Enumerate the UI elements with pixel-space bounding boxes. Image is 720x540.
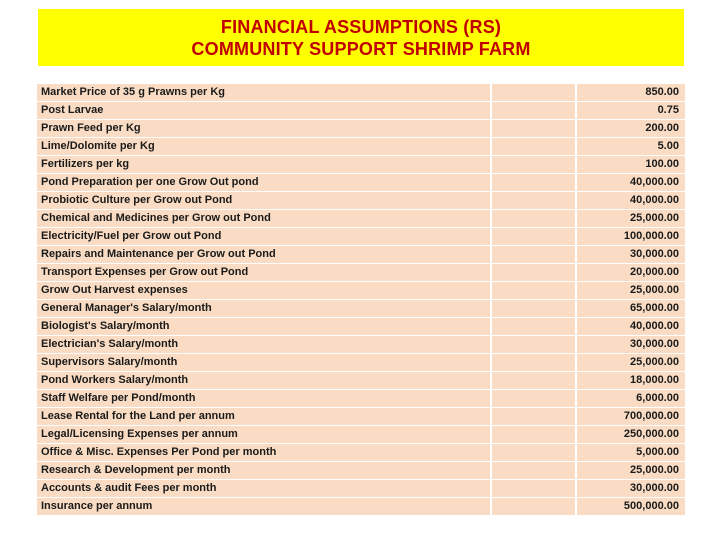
empty-cell xyxy=(492,318,576,335)
empty-cell xyxy=(492,192,576,209)
item-label: Chemical and Medicines per Grow out Pond xyxy=(37,210,490,227)
item-value: 25,000.00 xyxy=(577,210,685,227)
item-value: 30,000.00 xyxy=(577,336,685,353)
empty-cell xyxy=(492,84,576,101)
empty-cell xyxy=(492,228,576,245)
item-label: Office & Misc. Expenses Per Pond per month xyxy=(37,444,490,461)
item-label: Biologist's Salary/month xyxy=(37,318,490,335)
empty-cell xyxy=(492,408,576,425)
item-value: 850.00 xyxy=(577,84,685,101)
empty-cell xyxy=(492,498,576,515)
item-value: 18,000.00 xyxy=(577,372,685,389)
item-value: 5.00 xyxy=(577,138,685,155)
item-label: Grow Out Harvest expenses xyxy=(37,282,490,299)
empty-cell xyxy=(492,426,576,443)
table-row xyxy=(37,462,685,479)
item-value: 0.75 xyxy=(577,102,685,119)
table-row xyxy=(37,282,685,299)
item-label: Insurance per annum xyxy=(37,498,490,515)
empty-cell xyxy=(492,282,576,299)
table-row xyxy=(37,84,685,101)
empty-cell xyxy=(492,156,576,173)
item-label: Staff Welfare per Pond/month xyxy=(37,390,490,407)
item-label: Electrician's Salary/month xyxy=(37,336,490,353)
item-value: 25,000.00 xyxy=(577,462,685,479)
item-label: Research & Development per month xyxy=(37,462,490,479)
item-value: 65,000.00 xyxy=(577,300,685,317)
empty-cell xyxy=(492,462,576,479)
item-label: Transport Expenses per Grow out Pond xyxy=(37,264,490,281)
item-value: 30,000.00 xyxy=(577,480,685,497)
item-value: 30,000.00 xyxy=(577,246,685,263)
slide-title-line1: FINANCIAL ASSUMPTIONS (RS) xyxy=(220,17,502,37)
table-row xyxy=(37,426,685,443)
empty-cell xyxy=(492,174,576,191)
item-value: 25,000.00 xyxy=(577,354,685,371)
item-label: Legal/Licensing Expenses per annum xyxy=(37,426,490,443)
empty-cell xyxy=(492,138,576,155)
item-value: 200.00 xyxy=(577,120,685,137)
empty-cell xyxy=(492,336,576,353)
slide-title-line2: COMMUNITY SUPPORT SHRIMP FARM xyxy=(191,39,531,59)
item-value: 250,000.00 xyxy=(577,426,685,443)
item-value: 700,000.00 xyxy=(577,408,685,425)
assumptions-table xyxy=(37,84,685,515)
item-value: 500,000.00 xyxy=(577,498,685,515)
table-row xyxy=(37,480,685,497)
item-label: Repairs and Maintenance per Grow out Pond xyxy=(37,246,490,263)
table-row xyxy=(37,372,685,389)
empty-cell xyxy=(492,264,576,281)
item-label: General Manager's Salary/month xyxy=(37,300,490,317)
item-value: 20,000.00 xyxy=(577,264,685,281)
item-label: Pond Preparation per one Grow Out pond xyxy=(37,174,490,191)
table-row xyxy=(37,210,685,227)
item-value: 40,000.00 xyxy=(577,192,685,209)
table-row xyxy=(37,336,685,353)
item-label: Market Price of 35 g Prawns per Kg xyxy=(37,84,490,101)
table-row xyxy=(37,120,685,137)
item-label: Post Larvae xyxy=(37,102,490,119)
table-row xyxy=(37,354,685,371)
item-value: 40,000.00 xyxy=(577,174,685,191)
table-row xyxy=(37,138,685,155)
empty-cell xyxy=(492,246,576,263)
empty-cell xyxy=(492,120,576,137)
item-label: Supervisors Salary/month xyxy=(37,354,490,371)
item-value: 6,000.00 xyxy=(577,390,685,407)
item-label: Fertilizers per kg xyxy=(37,156,490,173)
empty-cell xyxy=(492,480,576,497)
table-row xyxy=(37,408,685,425)
empty-cell xyxy=(492,354,576,371)
item-label: Accounts & audit Fees per month xyxy=(37,480,490,497)
table-row xyxy=(37,300,685,317)
item-label: Pond Workers Salary/month xyxy=(37,372,490,389)
empty-cell xyxy=(492,372,576,389)
table-row xyxy=(37,390,685,407)
item-label: Electricity/Fuel per Grow out Pond xyxy=(37,228,490,245)
empty-cell xyxy=(492,102,576,119)
title-banner xyxy=(38,9,684,66)
empty-cell xyxy=(492,444,576,461)
item-label: Prawn Feed per Kg xyxy=(37,120,490,137)
table-row xyxy=(37,156,685,173)
item-label: Lease Rental for the Land per annum xyxy=(37,408,490,425)
item-value: 100,000.00 xyxy=(577,228,685,245)
table-row xyxy=(37,318,685,335)
item-value: 5,000.00 xyxy=(577,444,685,461)
table-row xyxy=(37,264,685,281)
table-row xyxy=(37,228,685,245)
item-label: Lime/Dolomite per Kg xyxy=(37,138,490,155)
item-label: Probiotic Culture per Grow out Pond xyxy=(37,192,490,209)
table-row xyxy=(37,498,685,515)
empty-cell xyxy=(492,300,576,317)
table-row xyxy=(37,174,685,191)
table-row xyxy=(37,246,685,263)
table-row xyxy=(37,192,685,209)
item-value: 100.00 xyxy=(577,156,685,173)
empty-cell xyxy=(492,390,576,407)
item-value: 40,000.00 xyxy=(577,318,685,335)
item-value: 25,000.00 xyxy=(577,282,685,299)
table-row xyxy=(37,444,685,461)
empty-cell xyxy=(492,210,576,227)
table-row xyxy=(37,102,685,119)
